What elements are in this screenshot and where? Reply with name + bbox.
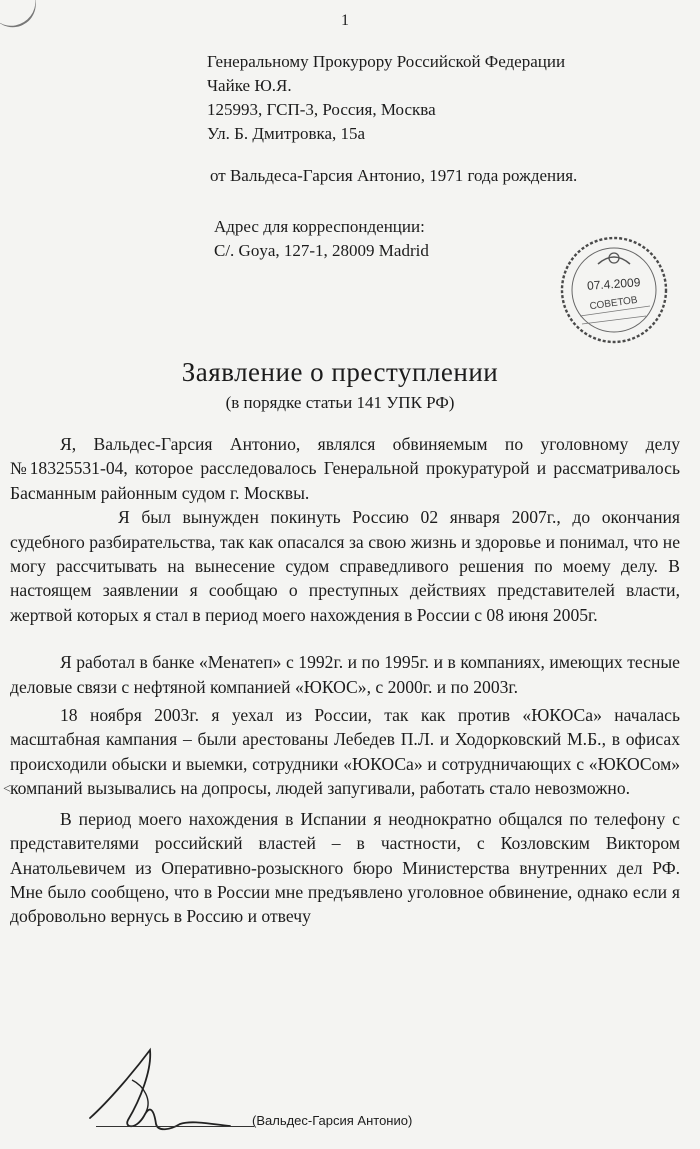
sender-line: от Вальдеса-Гарсия Антонио, 1971 года рождения. xyxy=(210,166,578,185)
body-paragraph: Я был вынужден покинуть Россию 02 января 2007г., до окончания судебного разбирательства, так как опасался за свою жизнь и здоровье и понимал, что не могу рассчитывать на вынесение судом справедливого решения по моему делу. В настоящем заявлении я сообщаю о преступных действиях представителей власти, жертвой которых я стал в период моего нахождения в России с 08 июня 2005г. xyxy=(10,507,680,625)
addressee-line: Чайке Ю.Я. xyxy=(207,76,292,95)
correspondence-block xyxy=(214,215,544,263)
addressee-line: Генеральному Прокурору Российской Федерации xyxy=(207,52,566,71)
document-subtitle: (в порядке статьи 141 УПК РФ) xyxy=(225,393,455,412)
body-paragraph: Я, Вальдес-Гарсия Антонио, являлся обвиняемым по уголовному делу №18325531-04, которое расследовалось Генеральной прокуратурой и рассматривалось Басманным районным судом г. Москвы. xyxy=(10,434,680,503)
body-paragraph: В период моего нахождения в Испании я неоднократно общался по телефону с представителями российский властей – в частности, с Козловским Виктором Анатольевичем из Оперативно-розыскного бюро Министерства внутренних дел РФ. Мне было сообщено, что в России мне предъявлено уголовное обвинение, однако если я добровольно вернусь в Россию и отвечу xyxy=(10,808,680,927)
addressee-block xyxy=(207,50,677,146)
document-title: Заявление о преступлении xyxy=(181,357,499,387)
body-paragraph: Я работал в банке «Менатеп» с 1992г. и по 1995г. и в компаниях, имеющих тесные деловые связи с нефтяной компанией «ЮКОС», с 2000г. и по 2003г. xyxy=(10,652,680,697)
signature-name: (Вальдес-Гарсия Антонио) xyxy=(252,1113,413,1128)
page-number: 1 xyxy=(341,12,349,29)
stamp-text: СОВЕТОВ xyxy=(589,294,639,313)
signature-line xyxy=(96,1126,254,1127)
body-paragraph: 18 ноября 2003г. я уехал из России, так как против «ЮКОСа» началась масштабная кампания – были арестованы Лебедев П.Л. и Ходорковский М.Б., в офисах происходили обыски и выемки, сотрудники «ЮКОСа» и сотрудничающих с «ЮКОСом» компаний вызывались на допросы, людей запугивали, работать стало невозможно. xyxy=(10,705,680,799)
stamp-date: 07.4.2009 xyxy=(586,275,641,293)
margin-mark: ˂ xyxy=(3,782,11,797)
received-stamp xyxy=(558,234,670,346)
addressee-line: 125993, ГСП-3, Россия, Москва xyxy=(207,100,436,119)
correspondence-address: C/. Goya, 127-1, 28009 Madrid xyxy=(214,241,429,260)
addressee-line: Ул. Б. Дмитровка, 15а xyxy=(207,124,366,143)
statement-body xyxy=(10,432,680,929)
handwritten-signature xyxy=(80,1040,270,1145)
correspondence-label: Адрес для корреспонденции: xyxy=(214,217,425,236)
